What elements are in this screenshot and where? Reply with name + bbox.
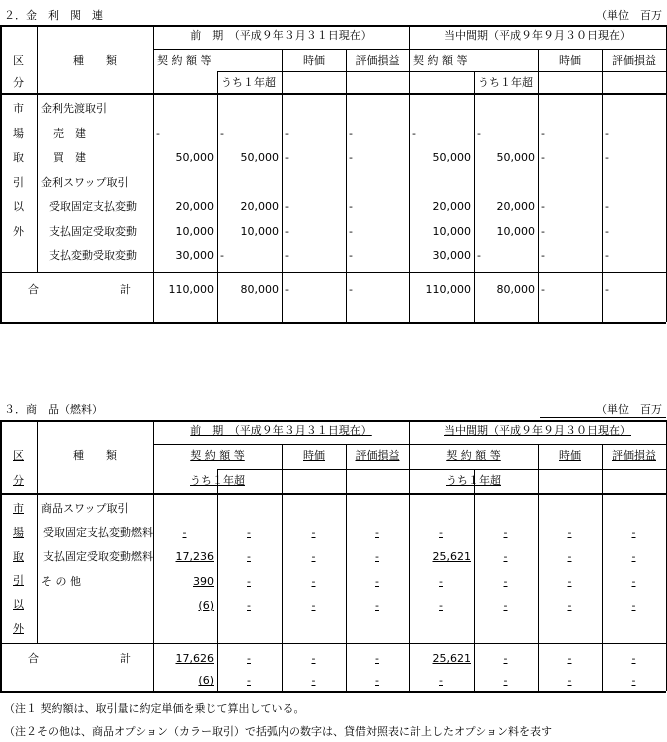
section2-market-char: 場 — [13, 526, 24, 539]
section1-row-label: 支払変動受取変動 — [49, 249, 137, 262]
section2-col-misc-1 — [346, 444, 347, 691]
section1-cell: - — [220, 126, 224, 140]
section1-unit: （単位 百万 — [596, 9, 662, 22]
section1-col-misc-1 — [346, 49, 347, 322]
section2-period2: 当中間期（平成９年９月３０日現在） — [444, 424, 631, 437]
section1-over1y-2: うち１年超 — [478, 76, 533, 89]
section2-total2-cell: - — [375, 674, 379, 687]
section2-cell: - — [311, 574, 316, 588]
section1-cell: - — [605, 126, 609, 140]
section1-bottom-border — [0, 322, 666, 324]
section2-cell: - — [439, 598, 443, 612]
section2-cell: - — [375, 550, 379, 564]
section1-row-label: 金利先渡取引 — [41, 102, 107, 115]
section2-cell: - — [631, 550, 636, 564]
section1-market-char: 以 — [13, 200, 24, 213]
section1-cell: - — [349, 126, 353, 140]
section2-cell: - — [503, 574, 508, 588]
section2-col-misc-2 — [538, 444, 539, 691]
section1-market-char: 場 — [13, 126, 24, 140]
section1-cell: - — [349, 249, 353, 262]
section2-cell: - — [567, 598, 572, 612]
section1-row-label: 受取固定支払変動 — [49, 200, 137, 213]
section1-cell: - — [349, 200, 353, 213]
section2-cell: - — [567, 574, 572, 588]
section1-market-char: 取 — [13, 151, 24, 164]
section1-contract-bar-1 — [217, 71, 282, 72]
section1-gain-2: 評価損益 — [612, 54, 656, 67]
section1-cell: - — [285, 126, 289, 140]
section2-kind-header: 種 類 — [73, 449, 117, 462]
section2-cell: - — [182, 526, 187, 540]
section2-total2-cell: - — [439, 674, 443, 687]
section1-cell: 20,000 — [175, 200, 214, 213]
section2-market-char: 市 — [13, 502, 24, 515]
section2-gain-1: 評価損益 — [355, 449, 400, 462]
section2-cell: - — [503, 550, 508, 564]
section2-market-char: 以 — [13, 598, 24, 611]
section2-market-char: 外 — [13, 622, 24, 635]
section1-cell: 10,000 — [175, 224, 214, 238]
section2-cell: - — [503, 526, 508, 540]
section1-cell: - — [285, 249, 289, 262]
section1-cell: 50,000 — [240, 151, 279, 164]
section2-col-over1y-0 — [217, 469, 218, 691]
section1-cell: - — [541, 151, 545, 164]
section1-left-border — [0, 25, 2, 322]
section2-cell: 25,621 — [432, 550, 471, 564]
section1-cell: - — [285, 151, 289, 164]
section1-cell: 30,000 — [175, 249, 214, 262]
section2-cell: - — [503, 598, 508, 612]
section2-market-char: 引 — [13, 574, 24, 587]
section2-total-cell: 17,626 — [175, 652, 214, 665]
section2-total-label-a: 合 — [28, 652, 39, 665]
section2-cell: - — [247, 574, 251, 588]
section1-cell: 10,000 — [496, 224, 535, 238]
section2-header-line2b — [217, 469, 282, 470]
section1-row-label: 支払固定受取変動 — [49, 224, 137, 238]
section1-col-over1y-1 — [474, 71, 475, 322]
section2-col-over1y-1 — [474, 469, 475, 691]
section2-header-bottom — [0, 493, 666, 495]
section2-total-cell: - — [375, 652, 379, 665]
section2-total-cell: - — [631, 652, 636, 665]
section1-col-misc-2 — [538, 49, 539, 322]
note-1: （注１ 契約額は、取引量に約定単価を乗じて算出している。 — [4, 702, 305, 715]
section2-col-misc-3 — [602, 444, 603, 691]
section2-total2-cell: (6) — [198, 674, 214, 687]
section2-top-border — [0, 420, 666, 422]
section1-market-char: 市 — [13, 102, 24, 115]
section1-header-bottom — [0, 93, 666, 95]
section1-total-cell: 110,000 — [425, 283, 471, 296]
section1-col-over1y-0 — [217, 71, 218, 322]
section1-total-cell: - — [605, 283, 609, 296]
section2-unit-underline — [540, 417, 666, 418]
section1-market-1: 時価 — [303, 54, 325, 67]
section1-contract-1: 契 約 額 等 — [157, 54, 212, 67]
section1-col-period-split — [409, 25, 410, 322]
section1-total-cell: 110,000 — [168, 283, 214, 296]
section1-cell: - — [477, 126, 481, 140]
section2-market-1: 時価 — [303, 449, 325, 462]
section1-row-label: 金利スワップ取引 — [41, 175, 129, 189]
section2-body-bottom — [0, 643, 666, 644]
section1-cell: - — [605, 224, 609, 238]
section1-kind-header: 種 類 — [73, 54, 117, 67]
section2-row-label: そ の 他 — [41, 574, 81, 588]
section2-cell: - — [567, 550, 572, 564]
section2-class-char-0: 区 — [13, 449, 24, 462]
section1-cell: 50,000 — [496, 151, 535, 164]
section2-total2-cell: - — [311, 674, 316, 687]
section2-cell: - — [247, 598, 251, 612]
section2-over1y-2: うち１年超 — [446, 474, 501, 487]
section1-total-label-a: 合 — [28, 283, 39, 296]
section1-class-char-1: 分 — [13, 76, 24, 89]
section2-over1y-1: うち１年超 — [190, 474, 245, 487]
section1-row-label: 売 建 — [53, 126, 86, 140]
section2-cell: 17,236 — [175, 550, 214, 564]
section2-cell: - — [375, 574, 379, 588]
section1-total-cell: 80,000 — [496, 283, 535, 296]
section2-total2-cell: - — [567, 674, 572, 687]
section1-gain-1: 評価損益 — [355, 54, 400, 67]
section1-title: ２．金 利 関 連 — [4, 9, 103, 22]
section1-market-char: 外 — [13, 224, 24, 238]
section1-period2: 当中間期（平成９年９月３０日現在） — [444, 29, 631, 42]
section2-period1: 前 期 （平成９年３月３１日現在） — [190, 424, 372, 437]
section2-total2-cell: - — [247, 674, 251, 687]
section1-row-label: 買 建 — [53, 151, 86, 164]
section1-col-misc-0 — [282, 49, 283, 322]
section1-cell: 20,000 — [432, 200, 471, 213]
section1-cell: - — [220, 249, 224, 262]
section2-cell: - — [247, 526, 251, 540]
section1-body-bottom — [0, 272, 666, 273]
section1-total-cell: - — [349, 283, 353, 296]
section1-cell: - — [285, 224, 289, 238]
section2-cell: - — [631, 526, 636, 540]
section2-cell: - — [311, 598, 316, 612]
section1-cell: 20,000 — [240, 200, 279, 213]
section1-class-char-0: 区 — [13, 54, 24, 67]
section1-contract-bar-2 — [474, 71, 538, 72]
section2-contract-1: 契 約 額 等 — [190, 449, 245, 462]
section2-cell: - — [375, 526, 379, 540]
section1-cell: 10,000 — [240, 224, 279, 238]
section2-total-cell: 25,621 — [432, 652, 471, 665]
section1-cell: - — [541, 249, 545, 262]
section2-total-label-b: 計 — [120, 652, 131, 665]
section1-cell: - — [541, 126, 545, 140]
section1-cell: 10,000 — [432, 224, 471, 238]
section2-total-cell: - — [247, 652, 251, 665]
section2-cell: - — [567, 526, 572, 540]
section2-cell: - — [631, 598, 636, 612]
section2-cell: - — [311, 550, 316, 564]
section1-market-char: 引 — [13, 175, 24, 189]
section1-cell: 20,000 — [496, 200, 535, 213]
section2-total2-cell: - — [503, 674, 508, 687]
section1-period1: 前 期 （平成９年３月３１日現在） — [190, 29, 372, 42]
section2-cell: - — [311, 526, 316, 540]
section2-cell: - — [247, 550, 251, 564]
section1-cell: - — [349, 151, 353, 164]
section1-cell: - — [541, 224, 545, 238]
section2-cell: - — [631, 574, 636, 588]
section2-row-label: 受取固定支払変動燃料 — [43, 526, 153, 540]
section2-market-2: 時価 — [559, 449, 581, 462]
section1-cell: 50,000 — [175, 151, 214, 164]
section1-cell: - — [605, 151, 609, 164]
section2-gain-2: 評価損益 — [612, 449, 656, 462]
section2-total-cell: - — [311, 652, 316, 665]
section2-row-label: 支払固定受取変動燃料 — [43, 550, 153, 564]
section1-cell: 30,000 — [432, 249, 471, 262]
section2-cell: - — [439, 526, 443, 540]
section1-cell: - — [477, 249, 481, 262]
section1-total-cell: - — [541, 283, 545, 296]
section1-market-2: 時価 — [559, 54, 581, 67]
section1-top-border — [0, 25, 666, 27]
section1-cell: - — [605, 200, 609, 213]
section1-col-misc-3 — [602, 49, 603, 322]
section2-class-char-1: 分 — [13, 474, 24, 487]
section1-over1y-1: うち１年超 — [221, 76, 276, 89]
note-2: （注２その他は、商品オプション（カラー取引）で括弧内の数字は、貸借対照表に計上したオプション料を表す — [4, 725, 553, 738]
section2-cell: - — [375, 598, 379, 612]
section2-unit: （単位 百万 — [596, 403, 662, 416]
section1-col-kind-right — [153, 25, 154, 322]
section2-cell: 390 — [193, 574, 214, 588]
section2-col-misc-0 — [282, 444, 283, 691]
section1-total-cell: 80,000 — [240, 283, 279, 296]
section2-market-char: 取 — [13, 550, 24, 563]
section1-cell: - — [285, 200, 289, 213]
section1-total-label-b: 計 — [120, 283, 131, 296]
section2-title: ３．商 品（燃料） — [4, 403, 103, 416]
section1-cell: - — [605, 249, 609, 262]
section2-total-cell: - — [503, 652, 508, 665]
section2-cell: - — [439, 574, 443, 588]
section1-contract-2: 契 約 額 等 — [413, 54, 468, 67]
section2-contract-2: 契 約 額 等 — [446, 449, 501, 462]
section2-bottom-border — [0, 691, 666, 693]
section2-total-cell: - — [567, 652, 572, 665]
section2-cell: (6) — [198, 598, 214, 612]
section1-total-cell: - — [285, 283, 289, 296]
section1-cell: 50,000 — [432, 151, 471, 164]
section2-row-label: 商品スワップ取引 — [41, 502, 129, 515]
section1-cell: - — [349, 224, 353, 238]
section1-cell: - — [412, 126, 416, 140]
section2-total2-cell: - — [631, 674, 636, 687]
section1-cell: - — [156, 126, 160, 140]
section1-cell: - — [541, 200, 545, 213]
